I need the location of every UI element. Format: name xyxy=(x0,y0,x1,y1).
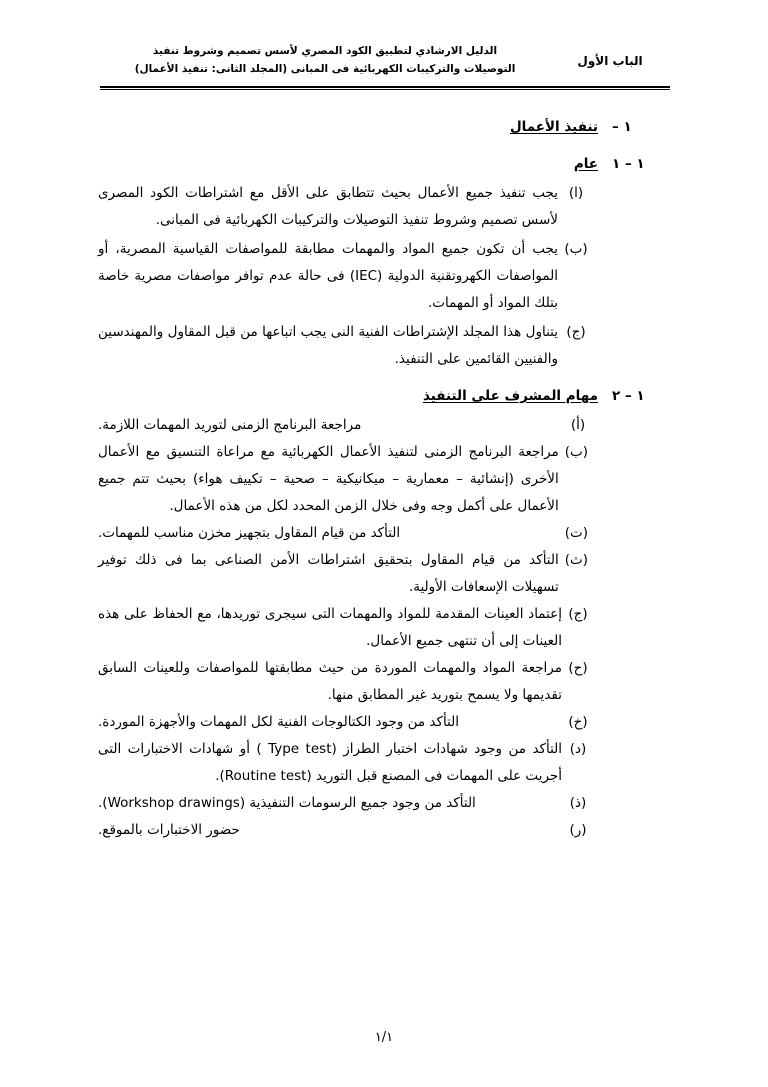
list-item xyxy=(98,520,588,547)
list-item-text: يتناول هذا المجلد الإشتراطات الفنية النى يجب اتباعها من قبل المقاول والمهندسين والفنيين القائمين على التنفيذ. xyxy=(98,324,558,367)
list-item-text: التأكد من وجود جميع الرسومات التنفيذية (Workshop drawings). xyxy=(98,795,476,811)
section-heading-1 xyxy=(98,114,672,141)
section-number-1: ١ – xyxy=(612,119,632,135)
list-item-marker: (ا) xyxy=(568,185,584,201)
list-item-text: مراجعة البرنامج الزمنى لتنفيذ الأعمال الكهربائية مع مراعاة التنسيق مع الأعمال الأخرى (إنشائية – معمارية – ميكانيكية – صحية – تكييف هواء) بحيث تتم جميع الأعمال على أكمل وجه وفى خلال الزمن المحدد لكل من هذه الأعمال. xyxy=(98,444,559,514)
list-item-text: التأكد من قيام المقاول بتحقيق اشتراطات الأمن الصناعى بما فى ذلك توفير تسهيلات الإسعافات الأولية. xyxy=(98,552,559,595)
list-item-text: التأكد من وجود الكتالوجات الفنية لكل المهمات والأجهزة الموردة. xyxy=(98,714,459,730)
page-number: ١/١ xyxy=(374,1030,394,1045)
subsection-1-2-items xyxy=(98,412,672,844)
list-item-text: إعتماد العينات المقدمة للمواد والمهمات التى سيجرى توريدها، مع الحفاظ على هذه العينات إلى أن تنتهى جميع الأعمال. xyxy=(98,606,562,649)
list-item-marker: (ج) xyxy=(568,606,588,622)
page-header xyxy=(100,42,670,78)
list-item-text: التأكد من وجود شهادات اختبار الطراز (Type test ) أو شهادات الاختبارات التى أجريت على المهمات فى المصنع قبل التوريد (Routine test). xyxy=(98,741,563,784)
header-divider xyxy=(100,86,670,90)
section-title-1: تنفيذ الأعمال xyxy=(509,119,598,135)
list-item xyxy=(98,547,588,601)
list-item xyxy=(98,236,588,317)
list-item-text: مراجعة المواد والمهمات الموردة من حيث مطابقتها للمواصفات وللعينات السابق تقديمها ولا يسمح بتوريد غير المطابق منها. xyxy=(98,660,562,703)
list-item-marker: (ذ) xyxy=(569,795,587,811)
list-item xyxy=(98,319,588,373)
subsection-title-1-1: عام xyxy=(573,156,598,172)
header-divider-thick xyxy=(100,86,670,88)
list-item-marker: (ث) xyxy=(564,552,588,568)
list-item-marker: (ح) xyxy=(568,660,588,676)
header-divider-thin xyxy=(100,89,670,90)
list-item-marker: (د) xyxy=(569,741,587,757)
list-item xyxy=(98,180,588,234)
list-item-marker: (ت) xyxy=(564,525,588,541)
list-item-marker: (ج) xyxy=(566,324,586,340)
list-item-text: حضور الاختبارات بالموقع. xyxy=(98,822,240,838)
list-item xyxy=(98,439,588,520)
list-item-text: التأكد من قيام المقاول بتجهيز مخزن مناسب للمهمات. xyxy=(98,525,401,541)
subsection-heading-1-2 xyxy=(98,383,672,410)
list-item-marker: (ب) xyxy=(564,241,588,257)
list-item xyxy=(98,790,588,817)
list-item xyxy=(98,709,588,736)
list-item-marker: (ب) xyxy=(564,444,588,460)
subsection-number-1-1: ١ – ١ xyxy=(612,156,645,172)
subsection-1-1-items xyxy=(98,180,672,373)
header-title-block xyxy=(100,42,550,78)
list-item-text: يجب أن تكون جميع المواد والمهمات مطابقة للمواصفات القياسية المصرية، أو المواصفات الكهروتقنية الدولية (IEC) فى حالة عدم توافر مواصفات مصرية خاصة بتلك المواد أو المهمات. xyxy=(98,241,558,311)
list-item xyxy=(98,736,588,790)
subsection-heading-1-1 xyxy=(98,151,672,178)
header-title-line-1: الدليل الارشادي لتطبيق الكود المصري لأسس تصميم وشروط تنفيذ xyxy=(152,45,498,57)
header-title-line-2: التوصيلات والتركيبات الكهربائية فى المبانى (المجلد الثانى: تنفيذ الأعمال) xyxy=(134,63,516,75)
list-item xyxy=(98,412,588,439)
list-item-text: يجب تنفيذ جميع الأعمال بحيث تتطابق على الأقل مع اشتراطات الكود المصرى لأسس تصميم وشروط تنفيذ التوصيلات والتركيبات الكهربائية فى المبانى. xyxy=(98,185,558,228)
document-body xyxy=(98,108,672,844)
subsection-number-1-2: ١ – ٢ xyxy=(612,388,645,404)
list-item-text: مراجعة البرنامج الزمنى لتوريد المهمات اللازمة. xyxy=(98,417,362,433)
list-item xyxy=(98,655,588,709)
page-footer xyxy=(0,1030,768,1045)
list-item xyxy=(98,601,588,655)
list-item xyxy=(98,817,588,844)
list-item-marker: (ر) xyxy=(569,822,587,838)
header-chapter-label: الباب الأول xyxy=(577,54,643,68)
subsection-title-1-2: مهام المشرف على التنفيذ xyxy=(422,388,598,404)
list-item-marker: (أ) xyxy=(570,417,586,433)
list-item-marker: (خ) xyxy=(568,714,588,730)
